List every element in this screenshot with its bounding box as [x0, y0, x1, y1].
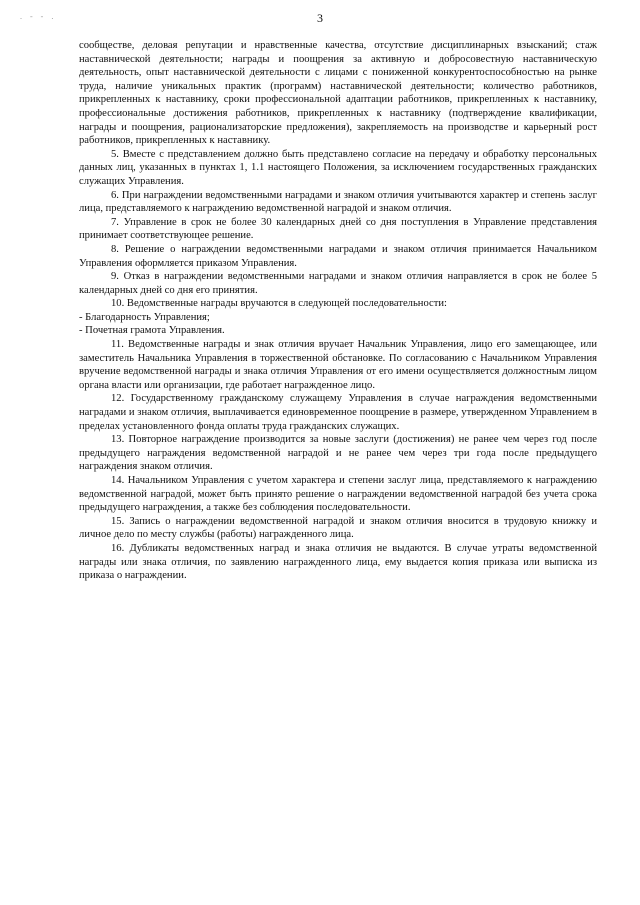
- paragraph-8: 8. Решение о награждении ведомственными наградами и знаком отличия принимается Начальником Управления оформляется приказом Управления.: [79, 243, 597, 269]
- scan-mark: . - - .: [20, 12, 57, 21]
- paragraph-7: 7. Управление в срок не более 30 календарных дней со дня поступления в Управление представления принимает соответствующее решение.: [79, 216, 597, 242]
- page-number: 3: [317, 11, 323, 25]
- list-item-gratitude: - Благодарность Управления;: [79, 311, 210, 323]
- paragraph-12: 12. Государственному гражданскому служащему Управления в случае награждения ведомственными наградами и знаком отличия, выплачивается единовременное поощрение в размере, утвержденном Управлением в пределах установленного фонда оплаты труда гражданских служащих.: [79, 393, 597, 432]
- paragraph-continuation: сообществе, деловая репутации и нравственные качества, отсутствие дисциплинарных взысканий; стаж наставнической деятельности; награды и поощрения за активную и добросовестную наставническую деятельность, опыт наставнической деятельности с лицами с пониженной конкурентоспособностью на рынке труда, наличие уникальных практик (программ) наставнической деятельности; количество работников, прикрепленных к наставнику, сроки профессиональной адаптации работников, прикрепленных к наставнику, профессиональные достижения работников, прикрепленных к наставнику (подтверждение квалификации, награды и поощрения, рационализаторские предложения), закрепляемость на производстве и карьерный рост работников, прикрепленных к наставнику.: [79, 40, 597, 147]
- paragraph-13: 13. Повторное награждение производится за новые заслуги (достижения) не ранее чем через год после предыдущего награждения ведомственной наградой и не ранее чем через три года после предыдущего награждения знаком отличия.: [79, 434, 597, 473]
- list-item-certificate: - Почетная грамота Управления.: [79, 325, 225, 337]
- paragraph-16: 16. Дубликаты ведомственных наград и знака отличия не выдаются. В случае утраты ведомственной награды или знака отличия, по заявлению награжденного лица, ему выдается копия приказа или выписка из приказа о награждении.: [79, 542, 597, 582]
- document-body: [79, 39, 597, 583]
- paragraph-9: 9. Отказ в награждении ведомственными наградами и знаком отличия направляется в срок не более 5 календарных дней со дня его принятия.: [79, 271, 597, 296]
- paragraph-5: 5. Вместе с представлением должно быть представлено согласие на передачу и обработку персональных данных лиц, указанных в пунктах 1, 1.1 настоящего Положения, за исключением государственных гражданских служащих Управления.: [79, 148, 597, 187]
- paragraph-6: 6. При награждении ведомственными наградами и знаком отличия учитываются характер и степень заслуг лица, представляемого к награждению ведомственной наградой и знаком отличия.: [79, 189, 597, 215]
- paragraph-11: 11. Ведомственные награды и знак отличия вручает Начальник Управления, лицо его замещающее, или заместитель Начальника Управления в торжественной обстановке. По согласованию с Начальником Управления вручение ведомственной награды и знака отличия Управления от его имени осуществляется должностным лицом органа власти или организации, где работает награжденное лицо.: [79, 339, 597, 391]
- paragraph-10: 10. Ведомственные награды вручаются в следующей последовательности:: [111, 298, 447, 310]
- paragraph-14: 14. Начальником Управления с учетом характера и степени заслуг лица, представляемого к награждению ведомственной наградой, может быть принято решение о награждении ведомственной наградой без учета срока предыдущего награждения, а также без соблюдения последовательности.: [79, 475, 597, 514]
- paragraph-15: 15. Запись о награждении ведомственной наградой и знаком отличия вносится в трудовую книжку и личное дело по месту службы (работы) награжденного лица.: [79, 515, 597, 541]
